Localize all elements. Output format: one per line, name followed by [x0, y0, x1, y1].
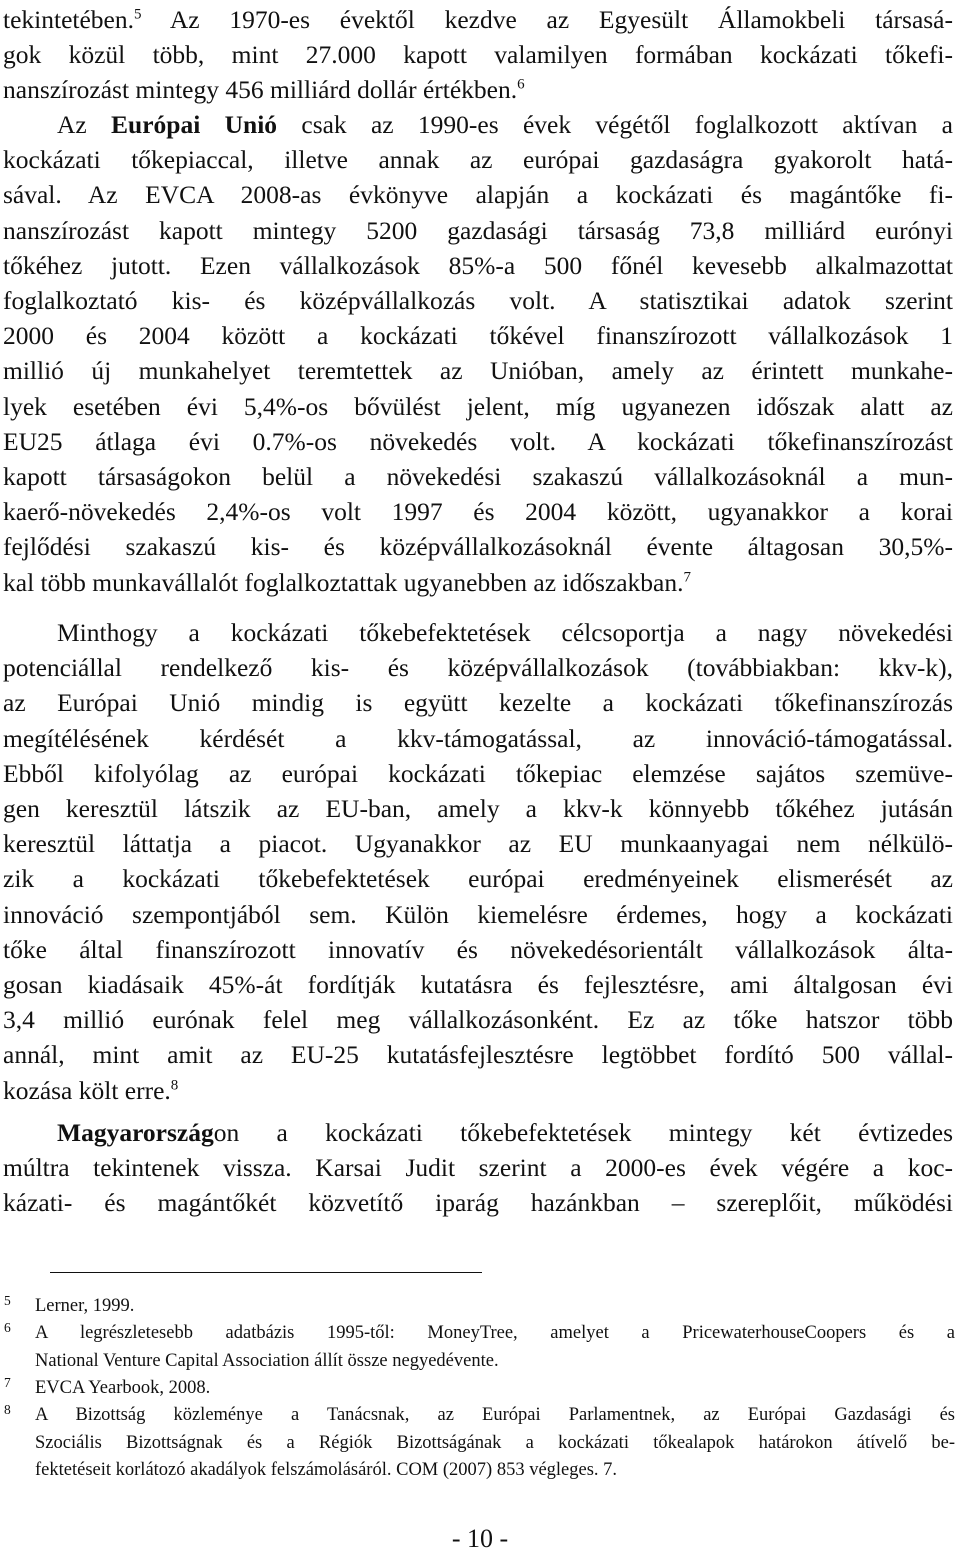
- text-line: gosan kiadásaik 45%-át fordítják kutatásra és fejlesztésre, ami általgosan évi: [3, 970, 953, 1000]
- text-line: sával. Az EVCA 2008-as évkönyve alapján a kockázati és magántőke fi-: [3, 180, 953, 210]
- footnote-ref-8[interactable]: 8: [170, 1077, 179, 1094]
- text-line: Minthogy a kockázati tőkebefektetések célcsoportja a nagy növekedési: [57, 618, 953, 647]
- footnote-text: Lerner, 1999.: [35, 1296, 135, 1316]
- footnote-ref-7[interactable]: 7: [683, 569, 691, 586]
- text-line: kozása költ erre.$^8$: [3, 1075, 179, 1105]
- text-line: kal több munkavállalót foglalkoztattak ugyanebben az időszakban.$^7$: [3, 567, 691, 597]
- footnote-text: A legrészletesebb adatbázis 1995-től: MoneyTree, amelyet a PricewaterhouseCoopers és a: [35, 1323, 955, 1343]
- footnote-number: 8: [4, 1402, 11, 1417]
- page-number: - 10 -: [451, 1524, 509, 1553]
- text-line: gok közül több, mint 27.000 kapott valamilyen formában kockázati tőkefi-: [3, 40, 953, 70]
- footnote-text: Szociális Bizottságnak és a Régiók Bizottságának a kockázati tőkealapok határokon átívelő be-: [35, 1432, 955, 1453]
- footnote-number: 5: [4, 1293, 11, 1308]
- paragraph-2: [3, 107, 953, 600]
- footnote-8: [0, 1402, 960, 1486]
- footnote-text: National Venture Capital Association állít össze negyedévente.: [35, 1350, 499, 1371]
- text-line: innováció szempontjából sem. Külön kiemelésre érdemes, hogy a kockázati: [3, 899, 953, 929]
- text-line: Magyarországon a kockázati tőkebefektetések mintegy két évtizedes: [57, 1118, 953, 1147]
- text-line: nanszírozást mintegy 456 milliárd dollár értékben.$^6$: [3, 75, 525, 105]
- text-line: Ebből kifolyólag az európai kockázati tőkepiac elemzése sajátos szemüve-: [3, 758, 953, 788]
- footnote-separator: [50, 1272, 482, 1273]
- footnote-5: [0, 1293, 960, 1321]
- text-line: kapott társaságokon belül a növekedési szakaszú vállalkozásoknál a mun-: [3, 462, 953, 492]
- text-line: tőke által finanszírozott innovatív és növekedésorientált vállalkozások álta-: [3, 934, 953, 964]
- text-line: fejlődési szakaszú kis- és középvállalkozásoknál évente áltagosan 30,5%-: [3, 532, 953, 562]
- footnote-number: 7: [4, 1375, 11, 1390]
- paragraph-1: [3, 2, 953, 108]
- footnote-text: EVCA Yearbook, 2008.: [35, 1378, 211, 1398]
- text-line: megítélésének kérdését a kkv-támogatással, az innováció-támogatással.: [3, 723, 953, 753]
- text-line: keresztül láttatja a piacot. Ugyanakkor az EU munkaanyagai nem nélkülö-: [3, 829, 953, 859]
- footnote-7: [0, 1375, 960, 1403]
- footnote-ref-6[interactable]: 6: [517, 76, 525, 93]
- text-line: 3,4 millió eurónak felel meg vállalkozásonként. Ez az tőke hatszor több: [3, 1005, 953, 1035]
- footnote-6: [0, 1320, 960, 1376]
- text-line: 2000 és 2004 között a kockázati tőkével finanszírozott vállalkozások 1: [3, 321, 953, 351]
- text-line: az Európai Unió mindig is együtt kezelte a kockázati tőkefinanszírozás: [3, 688, 953, 718]
- text-line: kockázati tőkepiaccal, illetve annak az európai gazdaságra gyakorolt hatá-: [3, 145, 953, 175]
- footnote-text: fektetéseit korlátozó akadályok felszámolásáról. COM (2007) 853 végleges. 7.: [35, 1460, 618, 1480]
- text-line: Az Európai Unió csak az 1990-es évek végétől foglalkozott aktívan a: [57, 110, 953, 139]
- text-line: millió új munkahelyet teremtettek az Unióban, amely az érintett munkahe-: [3, 356, 953, 386]
- paragraph-4: [3, 1115, 953, 1221]
- text-line: zik a kockázati tőkebefektetések európai eredményeinek elismerését az: [3, 864, 953, 894]
- text-line: nanszírozást kapott mintegy 5200 gazdasági társaság 73,8 milliárd eurónyi: [3, 215, 953, 245]
- text-line: EU25 átlaga évi 0.7%-os növekedés volt. A kockázati tőkefinanszírozást: [3, 426, 953, 456]
- text-line: tekintetében.$^5$ Az 1970-es évektől kezdve az Egyesült Államokbeli társasá-: [3, 5, 953, 34]
- footnote-text: A Bizottság közleménye a Tanácsnak, az Európai Parlamentnek, az Európai Gazdasági és: [35, 1405, 955, 1425]
- bold-term: Európai Unió: [111, 110, 278, 139]
- text-line: lyek esetében évi 5,4%-os bővülést jelent, míg ugyanezen időszak alatt az: [3, 391, 953, 421]
- paragraph-3: [3, 615, 953, 1108]
- text-line: kaerő-növekedés 2,4%-os volt 1997 és 2004 között, ugyanakkor a korai: [3, 497, 953, 527]
- text-line: múltra tekintenek vissza. Karsai Judit szerint a 2000-es évek végére a koc-: [3, 1153, 953, 1183]
- text-line: foglalkoztató kis- és középvállalkozás volt. A statisztikai adatok szerint: [3, 286, 953, 316]
- text-line: gen keresztül látszik az EU-ban, amely a kkv-k könnyebb tőkéhez jutásán: [3, 794, 953, 824]
- footnote-ref-5[interactable]: 5: [134, 6, 142, 23]
- text-line: potenciállal rendelkező kis- és középvállalkozások (továbbiakban: kkv-k),: [3, 653, 953, 683]
- footnote-number: 6: [4, 1320, 11, 1335]
- text-line: tőkéhez jutott. Ezen vállalkozások 85%-a 500 főnél kevesebb alkalmazottat: [3, 250, 953, 280]
- bold-term: Magyarország: [57, 1118, 214, 1147]
- text-line: annál, mint amit az EU-25 kutatásfejlesztésre legtöbbet fordító 500 vállal-: [3, 1040, 953, 1070]
- text-line: kázati- és magántőkét közvetítő iparág hazánkban – szereplőit, működési: [3, 1188, 953, 1218]
